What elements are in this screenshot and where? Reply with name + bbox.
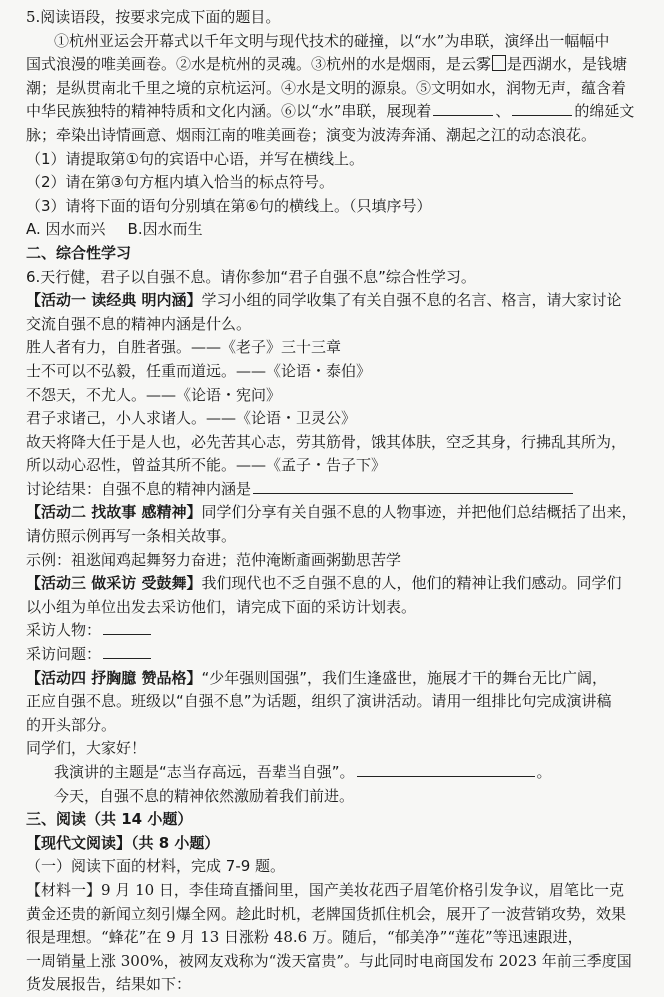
activity-1	[26, 289, 636, 313]
q5-passage-line-1: ①杭州亚运会开幕式以千年文明与现代技术的碰撞，以“水”为串联，演绎出一幅幅中	[54, 31, 610, 50]
material-1-line-4: 一周销量上涨 300%，被网友戏称为“泼天富贵”。与此同时电商国发布 2023 年前三季度国	[26, 951, 632, 970]
q5-passage-line-2a: 国式浪漫的唯美画卷。②水是杭州的灵魂。③杭州的水是烟雨，是云雾	[26, 55, 492, 74]
activity-4	[26, 667, 636, 691]
material-1-line-1: 【材料一】9 月 10 日，李佳琦直播间里，国产美妆花西子眉笔价格引发争议，眉笔比一克	[26, 880, 624, 899]
activity-1-text-2: 交流自强不息的精神内涵是什么。	[26, 314, 252, 333]
speech-line-2: 今天，自强不息的精神依然激励着我们前进。	[54, 786, 355, 805]
section-3-heading: 三、阅读（共 14 小题）	[26, 810, 193, 829]
quote-4: 君子求诸己，小人求诸人。——《论语・卫灵公》	[26, 409, 357, 428]
question-blank[interactable]	[103, 643, 151, 659]
activity-2-text-2: 请仿照示例再写一条相关故事。	[26, 527, 237, 546]
activity-2-label: 【活动二 找故事 感精神】	[26, 503, 202, 522]
speech-greeting: 同学们，大家好！	[26, 739, 147, 758]
q5-passage-line-4a: 中华民族独特的精神特质和文化内涵。⑥以“水”串联，展现着	[26, 102, 432, 121]
material-1-line-2: 黄金还贵的新闻立刻引爆全网。趁此时机，老牌国货抓住机会，展开了一波营销攻势，效果	[26, 904, 627, 923]
activity-2	[26, 501, 636, 525]
q5-sub-3: （3）请将下面的语句分别填在第⑥句的横线上。（只填序号）	[26, 196, 432, 215]
activity-4-label: 【活动四 抒胸臆 赞品格】	[26, 668, 202, 687]
discussion-result	[26, 478, 636, 502]
activity-3-text: 我们现代也不乏自强不息的人，他们的精神让我们感动。同学们	[201, 574, 622, 593]
q5-passage-line-4: 中华民族独特的精神特质和文化内涵。⑥以“水”串联，展现着 、 的绵延文	[26, 102, 635, 121]
part-1-instruction: （一）阅读下面的材料，完成 7-9 题。	[26, 857, 286, 876]
interviewee-label: 采访人物：	[26, 621, 102, 640]
activity-3-text-2: 以小组为单位出发去采访他们，请完成下面的采访计划表。	[26, 597, 417, 616]
punctuation-box[interactable]	[492, 55, 506, 71]
material-1-line-3: 很是理想。“蜂花”在 9 月 13 日涨粉 48.6 万。随后，“郁美净”“莲花”等迅速跟进，	[26, 928, 583, 947]
activity-4-text-2: 正应自强不息。班级以“自强不息”为话题，组织了演讲活动。请用一组排比句完成演讲稿	[26, 692, 612, 711]
modern-reading-heading: 【现代文阅读】（共 8 小题）	[26, 833, 220, 852]
discussion-label: 讨论结果：自强不息的精神内涵是	[26, 479, 252, 498]
quote-1: 胜人者有力，自胜者强。——《老子》三十三章	[26, 338, 342, 357]
quote-3: 不怨天，不尤人。——《论语・宪问》	[26, 385, 282, 404]
section-2-heading: 二、综合性学习	[26, 243, 132, 262]
activity-1-text: 学习小组的同学收集了有关自强不息的名言、格言，请大家讨论	[201, 291, 622, 310]
interviewee-row	[26, 619, 636, 643]
q5-sub-1: （1）请提取第①句的宾语中心语，并写在横线上。	[26, 149, 364, 168]
quote-5a: 故天将降大任于是人也，必先苦其心志，劳其筋骨，饿其体肤，空乏其身，行拂乱其所为，	[26, 432, 627, 451]
speech-blank[interactable]	[357, 761, 535, 777]
blank-6b[interactable]	[512, 100, 572, 116]
q5-sub-2: （2）请在第③句方框内填入恰当的标点符号。	[26, 173, 334, 192]
activity-3-label: 【活动三 做采访 受鼓舞】	[26, 574, 202, 593]
q5-passage-line-5: 脉；牵染出诗情画意、烟雨江南的唯美画卷；演变为波涛奔涌、潮起之江的动态浪花。	[26, 125, 597, 144]
q5-options	[26, 218, 636, 242]
q6-title: 6.天行健，君子以自强不息。请你参加“君子自强不息”综合性学习。	[26, 267, 476, 286]
discussion-blank[interactable]	[253, 478, 573, 494]
q5-title: 5.阅读语段，按要求完成下面的题目。	[26, 8, 281, 26]
option-b: B.因水而生	[127, 220, 203, 239]
interviewee-blank[interactable]	[103, 619, 151, 635]
q5-passage-line-2b: 是西湖水，是钱塘	[507, 55, 628, 74]
q5-passage-line-4b: 的绵延文	[574, 102, 635, 121]
question-row	[26, 643, 636, 667]
activity-4-text: “少年强则国强”，我们生逢盛世，施展才干的舞台无比广阔，	[201, 668, 607, 687]
q5-passage-line-3: 潮；是纵贯南北千里之境的京杭运河。④水是文明的源泉。⑤文明如水，润物无声，蕴含着	[26, 78, 627, 97]
activity-4-text-3: 的开头部分。	[26, 715, 117, 734]
material-1-line-5: 货发展报告，结果如下：	[26, 975, 192, 994]
question-label: 采访问题：	[26, 645, 102, 664]
example-line: 示例：祖逖闻鸡起舞努力奋进；范仲淹断齑画粥勤思苦学	[26, 550, 402, 569]
quote-5b: 所以动心忍性，曾益其所不能。——《孟子・告子下》	[26, 456, 387, 475]
activity-3	[26, 572, 636, 596]
q5-passage-line-2	[26, 53, 636, 77]
speech-line-1: 我演讲的主题是“志当存高远，吾辈当自强”。 。	[54, 763, 552, 781]
activity-2-text: 同学们分享有关自强不息的人物事迹，并把他们总结概括了出来，	[201, 503, 637, 522]
option-a: A. 因水而兴	[26, 220, 106, 239]
speech-theme: 我演讲的主题是“志当存高远，吾辈当自强”。	[54, 763, 355, 781]
blank-6a[interactable]	[433, 100, 493, 116]
quote-2: 士不可以不弘毅，任重而道远。——《论语・泰伯》	[26, 361, 372, 380]
activity-1-label: 【活动一 读经典 明内涵】	[26, 291, 202, 310]
